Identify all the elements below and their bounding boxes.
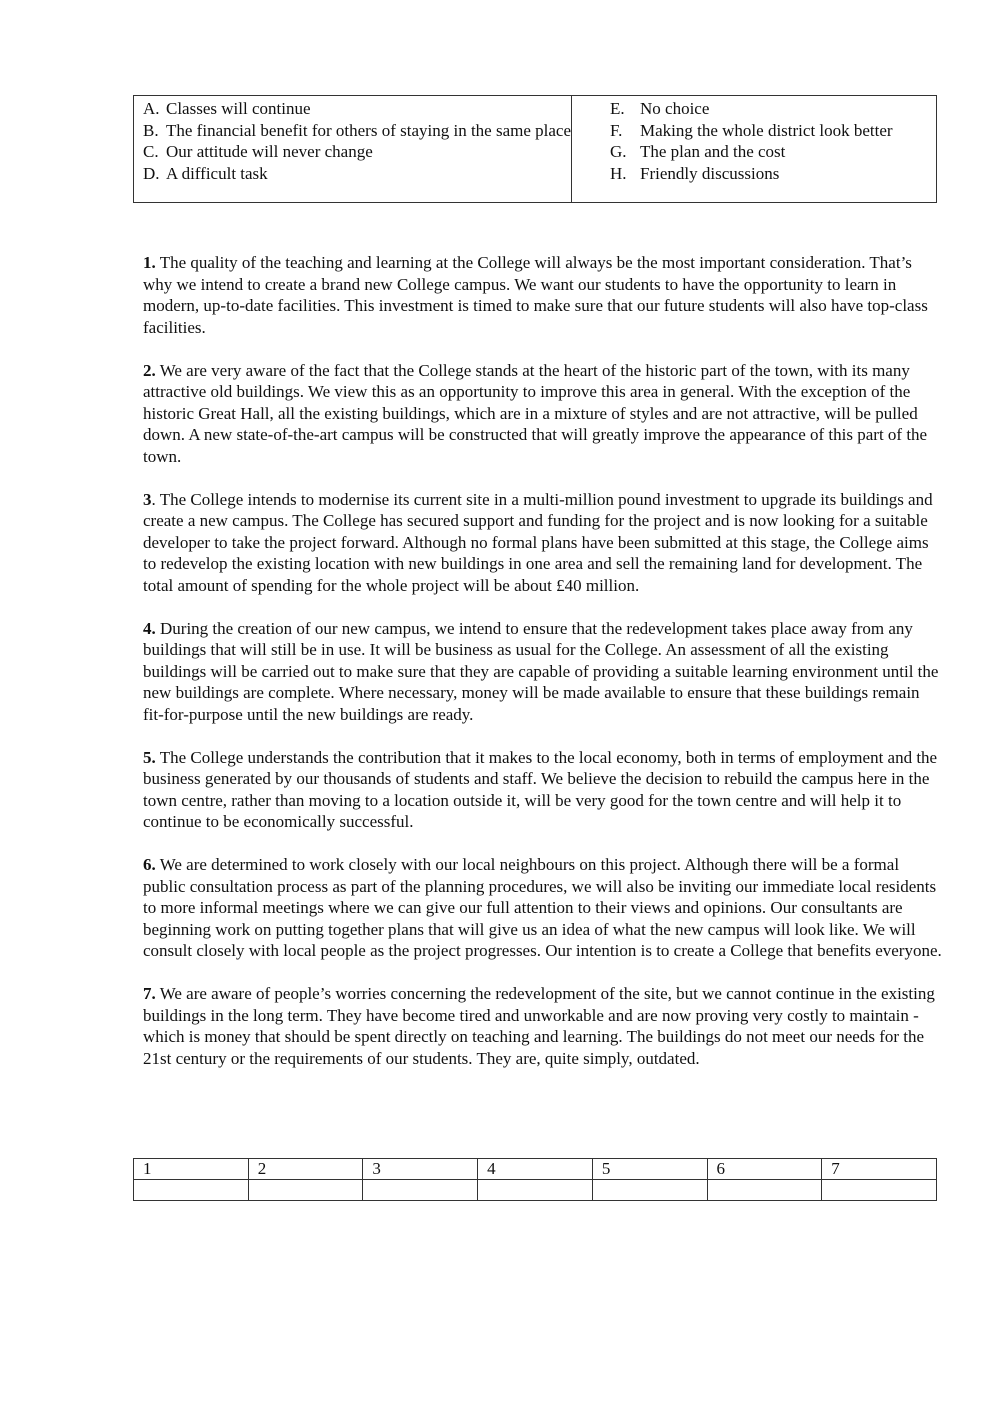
paragraph-number: 2. [143, 360, 156, 380]
heading-option-c [143, 141, 571, 163]
answer-number-cell: 5 [592, 1159, 707, 1180]
answer-cell-4[interactable] [478, 1180, 593, 1201]
answer-input-row [134, 1180, 937, 1201]
answer-cell-7[interactable] [822, 1180, 937, 1201]
paragraph-4 [143, 618, 943, 726]
headings-box [133, 95, 937, 203]
heading-text: The plan and the cost [640, 142, 786, 161]
answer-number-cell: 3 [363, 1159, 478, 1180]
headings-left-column [134, 96, 572, 202]
heading-letter: B. [143, 120, 159, 140]
heading-text: Our attitude will never change [166, 142, 373, 161]
paragraph-text: . The College intends to modernise its current site in a multi-million pound investment to upgrade its buildings and create a new campus. The College has secured support and funding for the project and is now looking for a suitable developer to take the project forward. Although no formal plans have been submitted at this stage, the College aims to redevelop the existing location with new buildings in one area and sell the remaining land for development. The total amount of spending for the whole project will be about £40 million. [143, 489, 933, 595]
answer-number-cell: 2 [248, 1159, 363, 1180]
answer-cell-6[interactable] [707, 1180, 822, 1201]
paragraph-text: We are determined to work closely with our local neighbours on this project. Although there will be a formal public consultation process as part of the planning procedures, we will also be inviting our immediate local residents to more informal meetings where we can give our full attention to their views and opinions. Our consultants are beginning work on putting together plans that will give us an idea of what the new campus will look like. We will consult closely with local people as the project progresses. Our intention is to create a College that benefits everyone. [143, 855, 942, 960]
paragraph-text: We are aware of people’s worries concerning the redevelopment of the site, but we cannot continue in the existing buildings in the long term. They have become tired and unworkable and are now proving very costly to maintain - which is money that should be spent directly on teaching and learning. The buildings do not meet our needs for the 21st century or the requirements of our students. They are, quite simply, outdated. [143, 984, 935, 1068]
heading-option-e [610, 98, 936, 120]
paragraph-number: 1. [143, 253, 156, 272]
heading-option-f [610, 120, 936, 142]
heading-text: A difficult task [166, 163, 268, 183]
paragraph-text: We are very aware of the fact that the College stands at the heart of the historic part of the town, with its many attractive old buildings. We view this as an opportunity to improve this area in general. With the exception of the historic Great Hall, all the existing buildings, which are in a mixture of styles and are not attractive, will be pulled down. A new state-of-the-art campus will be constructed that will greatly improve the appearance of this part of the town. [143, 360, 928, 466]
paragraph-3 [143, 489, 943, 597]
heading-text: Friendly discussions [640, 163, 780, 183]
heading-letter: E. [610, 99, 625, 118]
heading-letter: F. [610, 120, 623, 140]
heading-text: Making the whole district look better [640, 120, 893, 140]
heading-letter: C. [143, 142, 159, 161]
paragraph-6 [143, 854, 943, 962]
heading-letter: D. [143, 163, 160, 183]
heading-letter: H. [610, 163, 627, 183]
paragraph-number: 3 [143, 489, 152, 509]
answer-number-cell: 1 [134, 1159, 249, 1180]
paragraph-number: 4. [143, 618, 156, 638]
answer-cell-2[interactable] [248, 1180, 363, 1201]
paragraph-number: 7. [143, 984, 156, 1003]
answer-cell-3[interactable] [363, 1180, 478, 1201]
heading-option-g [610, 141, 936, 163]
answer-grid [133, 1158, 937, 1201]
reading-paragraphs [143, 252, 943, 1091]
answer-number-row [134, 1159, 937, 1180]
heading-letter: A. [143, 99, 160, 118]
paragraph-text: The quality of the teaching and learning at the College will always be the most important consideration. That’s why we intend to create a brand new College campus. We want our students to have the opportunity to learn in modern, up-to-date facilities. This investment is timed to make sure that our future students will also have top-class facilities. [143, 253, 928, 337]
answer-number-cell: 4 [478, 1159, 593, 1180]
heading-option-d [143, 163, 571, 185]
heading-option-b [143, 120, 571, 142]
answer-number-cell: 6 [707, 1159, 822, 1180]
paragraph-text: The College understands the contribution that it makes to the local economy, both in terms of employment and the business generated by our thousands of students and staff. We believe the decision to rebuild the campus here in the town centre, rather than moving to a location outside it, will be very good for the town centre and will help it to continue to be economically successful. [143, 747, 938, 831]
heading-text: No choice [640, 99, 710, 118]
answer-number-cell: 7 [822, 1159, 937, 1180]
paragraph-7 [143, 983, 943, 1069]
heading-text: The financial benefit for others of staying in the same place [166, 120, 572, 140]
answer-cell-5[interactable] [592, 1180, 707, 1201]
paragraph-2 [143, 360, 943, 468]
paragraph-1 [143, 252, 943, 338]
heading-option-a [143, 98, 571, 120]
paragraph-5 [143, 747, 943, 833]
heading-option-h [610, 163, 936, 185]
headings-right-column [572, 96, 936, 202]
answer-cell-1[interactable] [134, 1180, 249, 1201]
paragraph-text: During the creation of our new campus, we intend to ensure that the redevelopment takes place away from any buildings that will still be in use. It will be business as usual for the College. An assessment of all the existing buildings will be carried out to make sure that they are capable of providing a suitable learning environment until the new buildings are complete. Where necessary, money will be made available to ensure that these buildings remain fit-for-purpose until the new buildings are ready. [143, 618, 939, 724]
heading-text: Classes will continue [166, 99, 311, 118]
heading-letter: G. [610, 142, 627, 161]
paragraph-number: 5. [143, 747, 156, 767]
paragraph-number: 6. [143, 855, 156, 874]
